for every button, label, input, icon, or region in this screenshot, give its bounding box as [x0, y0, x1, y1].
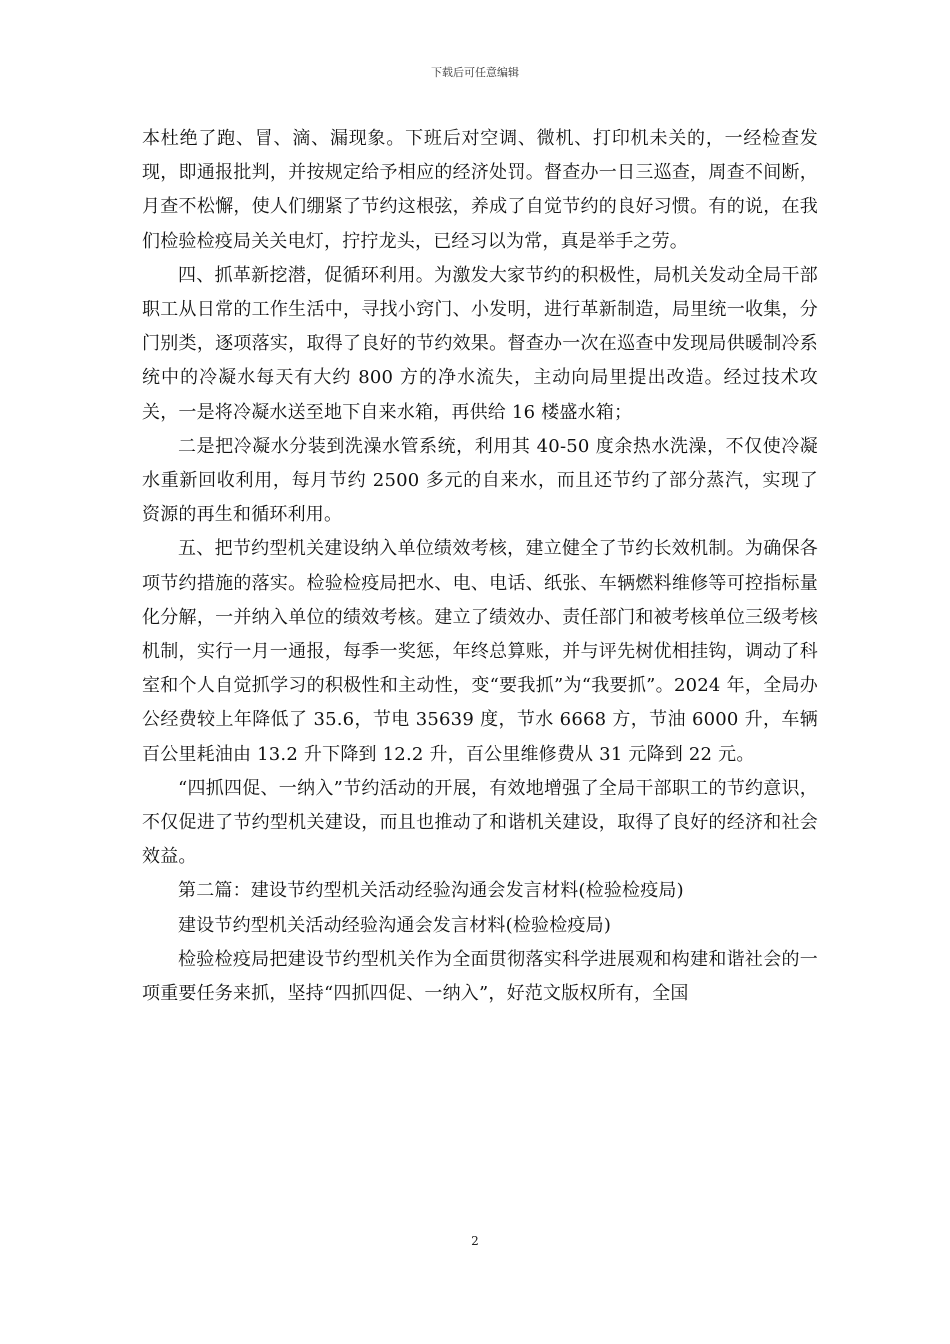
second-article-paragraph: 检验检疫局把建设节约型机关作为全面贯彻落实科学进展观和构建和谐社会的一项重要任务来抓，坚持“四抓四促、一纳入”，好范文版权所有，全国 [142, 948, 818, 1005]
paragraph-section-four: 四、抓革新挖潜，促循环利用。为激发大家节约的积极性，局机关发动全局干部职工从日常的工作生活中，寻找小窍门、小发明，进行革新制造，局里统一收集，分门别类，逐项落实，取得了良好的节约效果。督查办一次在巡查中发现局供暖制冷系统中的冷凝水每天有大约 800 方的净水流失，主动向局里提出改造。经过技术攻关，一是将冷凝水送至地下自来水箱，再供给 16 楼盛水箱； [142, 264, 818, 423]
page-header: 下载后可任意编辑 [431, 66, 519, 79]
document-body [142, 122, 818, 1011]
page-number: 2 [471, 1234, 479, 1248]
second-article-title: 建设节约型机关活动经验沟通会发言材料(检验检疫局) [178, 914, 612, 936]
paragraph-summary: “四抓四促、一纳入”节约活动的开展，有效地增强了全局干部职工的节约意识，不仅促进了节约型机关建设，而且也推动了和谐机关建设，取得了良好的经济和社会效益。 [142, 777, 818, 868]
second-article-heading: 第二篇：建设节约型机关活动经验沟通会发言材料(检验检疫局) [178, 880, 684, 902]
paragraph-continuation: 本杜绝了跑、冒、滴、漏现象。下班后对空调、微机、打印机未关的，一经检查发现，即通报批判，并按规定给予相应的经济处罚。督查办一日三巡查，周查不间断，月查不松懈，使人们绷紧了节约这根弦，养成了自觉节约的良好习惯。有的说，在我们检验检疫局关关电灯，拧拧龙头，已经习以为常，真是举手之劳。 [142, 128, 818, 252]
paragraph-section-five: 五、把节约型机关建设纳入单位绩效考核，建立健全了节约长效机制。为确保各项节约措施的落实。检验检疫局把水、电、电话、纸张、车辆燃料维修等可控指标量化分解，一并纳入单位的绩效考核。建立了绩效办、责任部门和被考核单位三级考核机制，实行一月一通报，每季一奖惩，年终总算账，并与评先树优相挂钩，调动了科室和个人自觉抓学习的积极性和主动性，变“要我抓”为“我要抓”。2024 年，全局办公经费较上年降低了 35.6，节电 35639 度，节水 6668 方，节油 6000 升，车辆百公里耗油由 13.2 升下降到 12.2 升，百公里维修费从 31 元降到 22 元。 [142, 538, 818, 765]
paragraph-condensate-reuse: 二是把冷凝水分装到洗澡水管系统，利用其 40-50 度余热水洗澡，不仅使冷凝水重新回收利用，每月节约 2500 多元的自来水，而且还节约了部分蒸汽，实现了资源的再生和循环利用。 [142, 435, 818, 526]
